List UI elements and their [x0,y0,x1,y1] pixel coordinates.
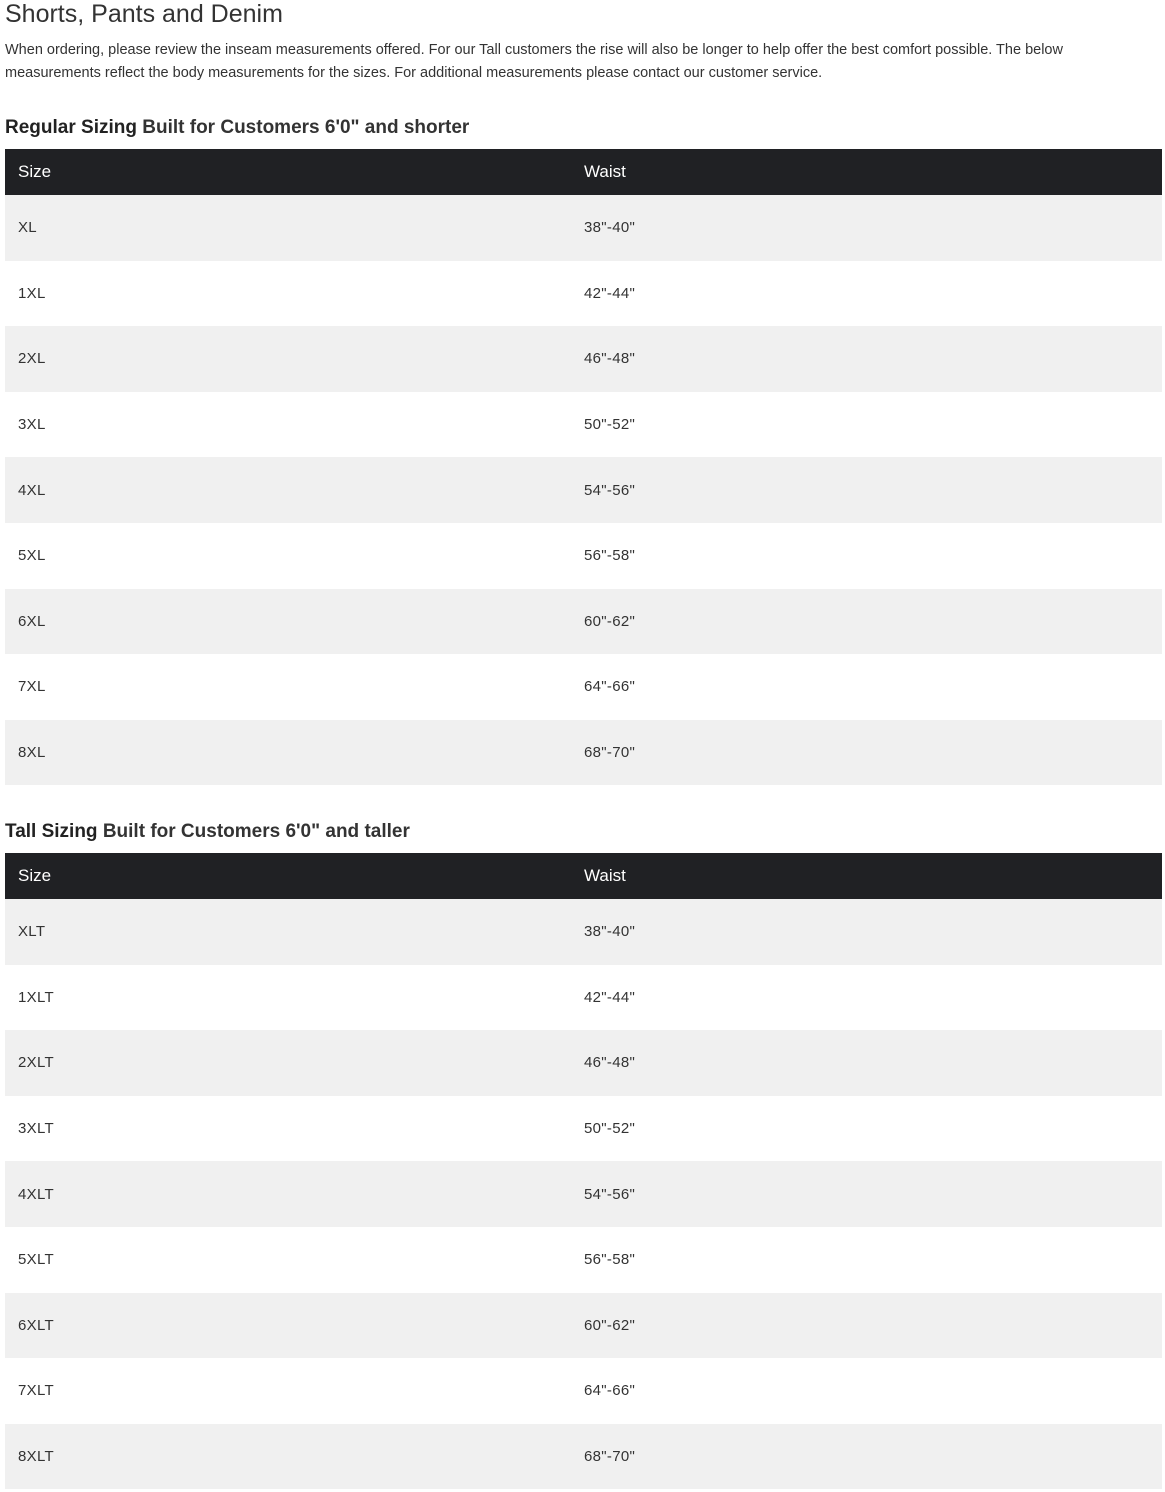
waist-cell: 56"-58" [584,1251,636,1269]
table-row [5,1227,1162,1293]
waist-cell: 42"-44" [584,988,636,1006]
waist-cell: 60"-62" [584,1316,636,1334]
table-header [5,853,1162,899]
table-row [5,457,1162,523]
table-row [5,326,1162,392]
size-cell: XL [18,219,37,237]
table-row [5,261,1162,327]
size-cell: 8XLT [18,1448,54,1466]
waist-cell: 42"-44" [584,284,636,302]
tall-table-body [5,899,1162,1489]
column-header-waist: Waist [584,162,626,181]
waist-cell: 54"-56" [584,481,636,499]
regular-sizing-heading [5,115,469,141]
waist-cell: 50"-52" [584,1120,636,1138]
size-cell: 2XLT [18,1054,54,1072]
table-row [5,392,1162,458]
tall-sizing-heading-rest: Built for Customers 6'0" and taller [97,821,410,842]
size-cell: 8XL [18,744,46,762]
table-row [5,1358,1162,1424]
waist-cell: 46"-48" [584,350,636,368]
waist-cell: 38"-40" [584,219,636,237]
tall-sizing-heading-strong: Tall Sizing [5,821,98,842]
size-cell: 7XL [18,678,46,696]
size-cell: 4XLT [18,1185,54,1203]
tall-size-table [5,853,1162,1489]
size-cell: XLT [18,923,46,941]
size-cell: 5XL [18,547,46,565]
table-row [5,899,1162,965]
waist-cell: 68"-70" [584,744,636,762]
table-row [5,965,1162,1031]
waist-cell: 46"-48" [584,1054,636,1072]
size-cell: 2XL [18,350,46,368]
waist-cell: 56"-58" [584,547,636,565]
waist-cell: 64"-66" [584,678,636,696]
waist-cell: 60"-62" [584,612,636,630]
waist-cell: 64"-66" [584,1382,636,1400]
tall-sizing-heading [5,819,410,845]
table-row [5,1096,1162,1162]
column-header-waist: Waist [584,866,626,885]
size-cell: 6XL [18,612,46,630]
size-cell: 3XL [18,416,46,434]
column-header-size: Size [18,866,52,885]
table-row [5,1030,1162,1096]
table-row [5,1424,1162,1490]
size-cell: 3XLT [18,1120,54,1138]
table-row [5,589,1162,655]
size-cell: 6XLT [18,1316,54,1334]
table-row [5,195,1162,261]
waist-cell: 38"-40" [584,923,636,941]
size-cell: 5XLT [18,1251,54,1269]
regular-table-body [5,195,1162,785]
table-row [5,720,1162,786]
size-cell: 4XL [18,481,46,499]
size-cell: 1XL [18,284,46,302]
column-header-size: Size [18,162,52,181]
page-title: Shorts, Pants and Denim [5,0,283,28]
waist-cell: 68"-70" [584,1448,636,1466]
intro-text: When ordering, please review the inseam measurements offered. For our Tall customers the rise will also be longer to help offer the best comfort possible. The below measurements reflect the body measurements for the sizes. For additional measurements please contact our customer service. [5,42,1063,81]
table-row [5,654,1162,720]
table-row [5,523,1162,589]
regular-size-table [5,149,1162,785]
waist-cell: 54"-56" [584,1185,636,1203]
size-cell: 7XLT [18,1382,54,1400]
table-header [5,149,1162,195]
table-row [5,1161,1162,1227]
table-row [5,1293,1162,1359]
regular-sizing-heading-rest: Built for Customers 6'0" and shorter [136,117,470,138]
waist-cell: 50"-52" [584,416,636,434]
regular-sizing-heading-strong: Regular Sizing [5,117,137,138]
size-cell: 1XLT [18,988,54,1006]
